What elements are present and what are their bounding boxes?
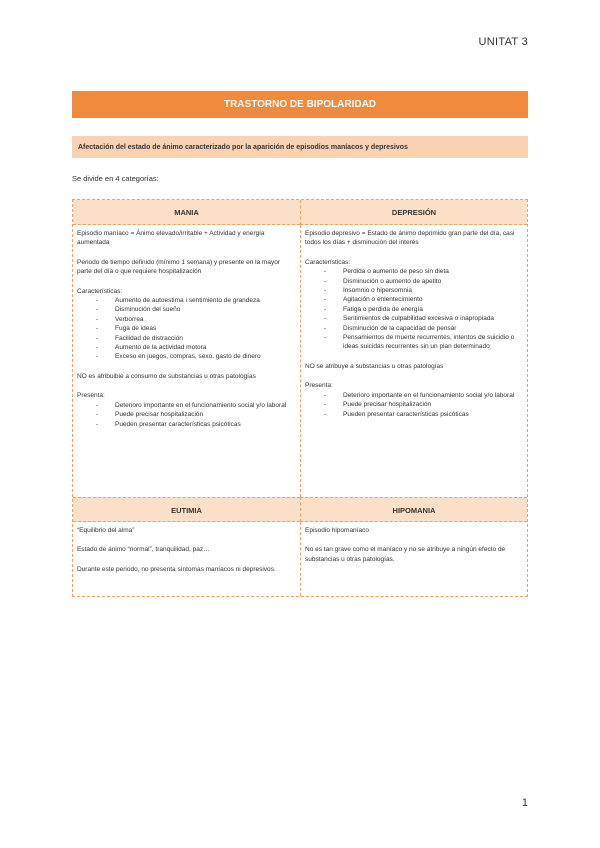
table-row [73, 522, 527, 596]
list-item: - Pueden presentar características psicóticas [305, 410, 523, 419]
hipomania-line1: Episodio hipomaníaco [305, 527, 369, 534]
depresion-definition: Episodio depresivo = Estado de ánimo deprimido gran parte del día, casi todos los días + disminución del interés [305, 230, 515, 247]
list-item: - Pensamientos de muerte recurrentes, intentos de suicidio o ideas suicidas recurrentes sin un plan determinado [305, 333, 523, 352]
unit-label: UNITAT 3 [478, 36, 528, 48]
eutimia-line1: “Equilibrio del alma” [77, 527, 135, 534]
mania-definition: Episodio maníaco = Ánimo elevado/irritable + Actividad y energía aumentada [77, 230, 265, 247]
list-item: - Insomnio o hipersomnia [305, 286, 523, 295]
header-mania: MANIA [73, 200, 300, 225]
depresion-presenta-label: Presenta: [305, 382, 333, 390]
mania-period: Periodo de tiempo definido (mínimo 1 semana) y presente en la mayor parte del día o que requiere hospitalización [77, 258, 281, 276]
depresion-char-label: Características: [305, 258, 351, 266]
mania-presenta-list [77, 401, 296, 429]
list-item: - Deterioro importante en el funcionamiento social y/o laboral [305, 391, 523, 400]
eutimia-cell [73, 522, 300, 596]
header-depresion: DEPRESIÓN [300, 200, 527, 225]
page-number: 1 [521, 797, 528, 809]
list-item: - Disminución del sueño [77, 305, 296, 314]
list-item: - Puede precisar hospitalización [77, 410, 296, 419]
list-item: - Exceso en juegos, compras, sexo, gasto de dinero [77, 352, 296, 361]
table-row [73, 225, 527, 497]
depresion-note: NO se atribuye a substancias u otras patologías [305, 362, 444, 370]
header-hipomania: HIPOMANIA [300, 497, 527, 522]
list-item: - Disminución o aumento de apetito [305, 277, 523, 286]
page-title: TRASTORNO DE BIPOLARIDAD [72, 91, 528, 118]
depresion-cell [300, 225, 527, 497]
list-item: - Sentimientos de culpabilidad excesiva o inapropiada [305, 314, 523, 323]
definition-banner: Afectación del estado de ánimo caracterizado por la aparición de episodios maníacos y depresivos [72, 136, 528, 158]
table-header-row [73, 200, 527, 225]
table-header-row [73, 497, 527, 522]
list-item: - Fatiga o perdida de energía [305, 305, 523, 314]
list-item: - Verborrea [77, 315, 296, 324]
hipomania-cell [300, 522, 527, 596]
list-item: - Agitación o enlentecimiento [305, 295, 523, 304]
eutimia-line2: Estado de ánimo “normal”, tranquilidad, paz… [77, 546, 210, 554]
list-item: - Perdida o aumento de peso sin dieta [305, 267, 523, 276]
mania-cell [73, 225, 300, 497]
intro-text: Se divide en 4 categorías: [72, 174, 159, 183]
list-item: - Puede precisar hospitalización [305, 400, 523, 409]
mania-characteristics-list [77, 296, 296, 362]
categories-table [72, 199, 528, 597]
depresion-presenta-list [305, 391, 523, 419]
eutimia-line3: Durante este periodo, no presenta síntomas maníacos ni depresivos. [77, 565, 276, 573]
hipomania-line2: No es tan grave como el maníaco y no se atribuye a ningún efecto de substancias u otras patologías. [305, 546, 506, 563]
list-item: - Fuga de ideas [77, 324, 296, 333]
list-item: - Aumento de autoestima i sentimiento de grandeza [77, 296, 296, 305]
list-item: - Aumento de la actividad motora [77, 343, 296, 352]
mania-presenta-label: Presenta: [77, 392, 105, 400]
list-item: - Deterioro importante en el funcionamiento social y/o laboral [77, 401, 296, 410]
depresion-characteristics-list [305, 267, 523, 352]
mania-note: NO es atribuible a consumo de substancias u otras patologías [77, 372, 256, 380]
list-item: - Facilidad de distracción [77, 334, 296, 343]
mania-char-label: Características: [77, 287, 123, 295]
header-eutimia: EUTIMIA [73, 497, 300, 522]
list-item: - Disminución de la capacidad de pensar [305, 324, 523, 333]
list-item: - Pueden presentar características psicóticas [77, 420, 296, 429]
